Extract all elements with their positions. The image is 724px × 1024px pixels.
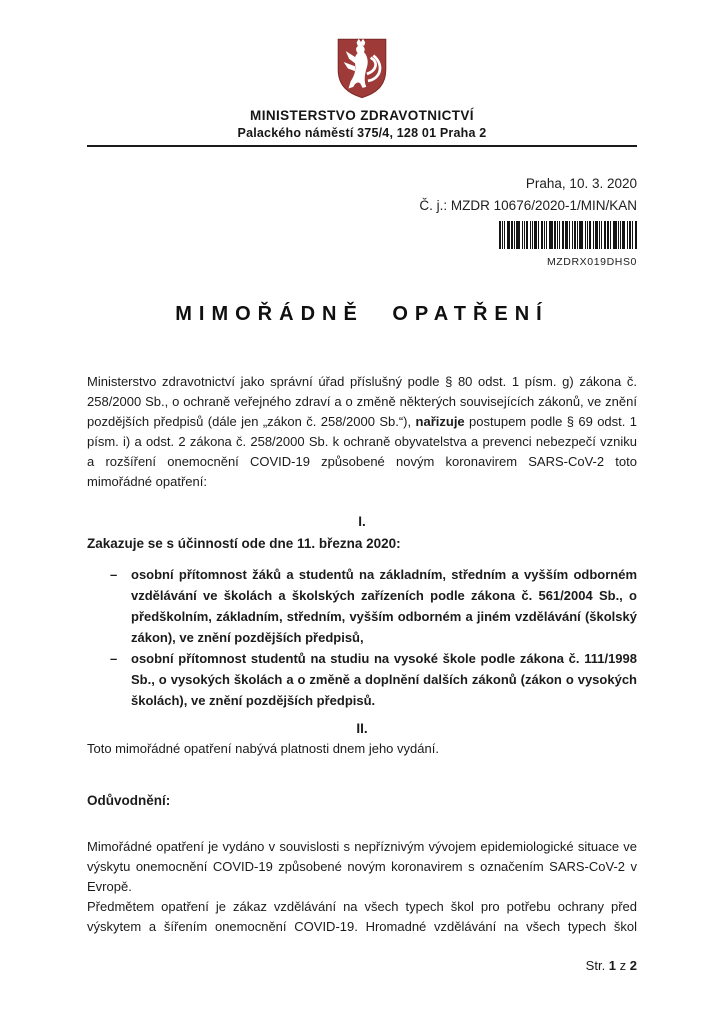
page-number-total: 2 — [629, 958, 637, 973]
barcode — [87, 221, 637, 249]
document-title: MIMOŘÁDNĚ OPATŘENÍ — [175, 303, 549, 325]
list-item — [87, 564, 637, 648]
justification-paragraph: Mimořádné opatření je vydáno v souvislosti s nepříznivým vývojem epidemiologické situace ve výskytu onemocnění COVID-19 způsobené novým koronavirem s označením SARS-CoV-2 v Evropě. — [87, 839, 637, 894]
section-2-text: Toto mimořádné opatření nabývá platnosti dnem jeho vydání. — [87, 741, 439, 756]
prohibition-list — [87, 564, 637, 711]
dash-bullet: – — [110, 567, 118, 582]
justification-heading: Odůvodnění: — [87, 793, 171, 808]
ministry-name: MINISTERSTVO ZDRAVOTNICTVÍ — [250, 108, 474, 123]
place-date: Praha, 10. 3. 2020 — [525, 176, 637, 191]
page-number — [586, 958, 637, 973]
justification-paragraph: Předmětem opatření je zákaz vzdělávání na všech typech škol pro potřebu ochrany před výskytem a šířením onemocnění COVID-19. Hromadné vzdělávání na všech typech škol — [87, 899, 637, 934]
section-2-number: II. — [356, 721, 368, 736]
dash-bullet: – — [110, 651, 118, 666]
list-item-text: osobní přítomnost žáků a studentů na základním, středním a vyšším odborném vzdělávání ve školách a školských zařízeních podle zákona č. 561/2004 Sb., o předškolním, základním, středním, vyšším odborném a jiném vzdělávání (školský zákon), ve znění pozdějších předpisů, — [131, 567, 637, 645]
meta-block — [87, 173, 637, 273]
intro-paragraph — [87, 372, 637, 492]
section-1-number: I. — [358, 514, 366, 529]
page-number-current: 1 — [608, 958, 617, 973]
ministry-address: Palackého náměstí 375/4, 128 01 Praha 2 — [237, 126, 487, 140]
header-divider — [87, 145, 637, 147]
section-1-lead: Zakazuje se s účinností ode dne 11. března 2020: — [87, 536, 401, 551]
barcode-label: MZDRX019DHS0 — [546, 256, 637, 268]
page-number-separator: z — [616, 958, 630, 973]
list-item — [87, 648, 637, 711]
intro-text-before: Ministerstvo zdravotnictví jako správní úřad příslušný podle § 80 odst. 1 písm. g) zákona č. 258/2000 Sb., o ochraně veřejného zdraví a o změně některých souvisejících zákonů, ve znění pozdějších předpisů (dále jen „zákon č. 258/2000 Sb.“), — [87, 374, 637, 429]
intro-text-after: postupem podle § 69 odst. 1 písm. i) a odst. 2 zákona č. 258/2000 Sb. k ochraně obyvatelstva a prevenci nebezpečí vzniku a rozšíření onemocnění COVID-19 způsobené novým koronavirem SARS-CoV-2 toto mimořádné opatření: — [87, 414, 637, 489]
intro-bold-word: nařizuje — [415, 414, 465, 429]
reference-number: Č. j.: MZDR 10676/2020-1/MIN/KAN — [419, 198, 637, 213]
list-item-text: osobní přítomnost studentů na studiu na vysoké škole podle zákona č. 111/1998 Sb., o vysokých školách a o změně a doplnění dalších zákonů (zákon o vysokých školách), ve znění pozdějších předpisů. — [131, 651, 637, 708]
page-number-prefix: Str. — [585, 958, 609, 973]
czech-coat-of-arms-icon — [335, 38, 389, 100]
